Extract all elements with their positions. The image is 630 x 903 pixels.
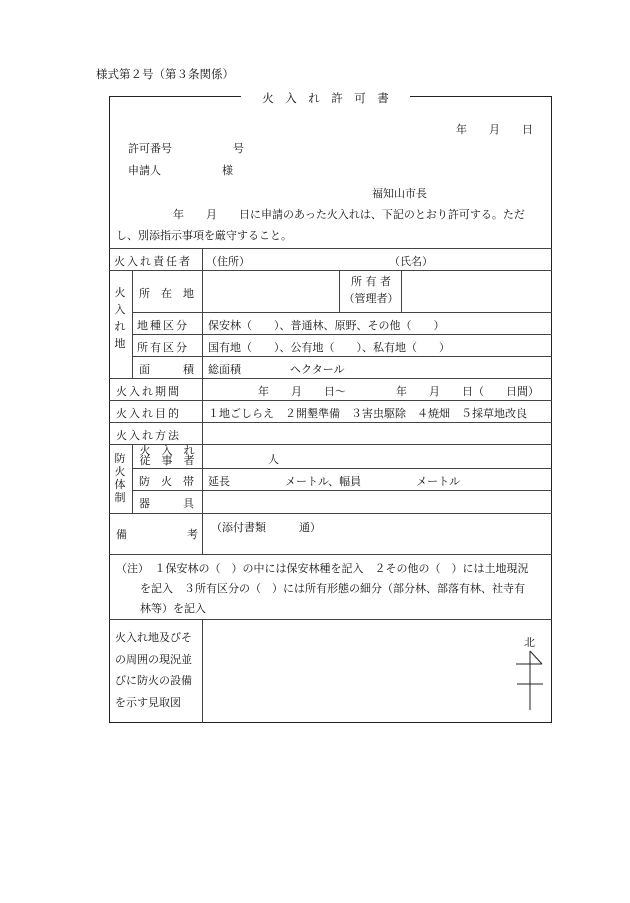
fire-prevention-char: 防: [114, 452, 126, 465]
equipment-label: 器 具: [139, 497, 194, 510]
location-label: 所 在 地: [139, 287, 194, 300]
column-divider: [202, 619, 203, 723]
row-divider: [109, 378, 552, 379]
map-label-line: びに防火の設備: [115, 674, 192, 687]
note-line-3: 林等）を記入: [140, 602, 206, 615]
fire-prevention-group-label: [113, 452, 127, 504]
form-number: 様式第２号（第３条関係）: [96, 67, 234, 81]
note-line-1: （注） １保安林の（ ）の中には保安林種を記入 ２その他の（ ）には土地現況: [116, 562, 529, 575]
remarks-value: （添付書類 通）: [211, 521, 321, 534]
purpose-label: 火入れ目的: [116, 407, 181, 420]
address-label: （住所）: [206, 255, 250, 268]
permit-number-label: 許可番号: [128, 142, 172, 155]
area-label: 面 積: [139, 363, 194, 376]
fire-site-char: 火: [114, 286, 126, 299]
owner-label-line-2: （管理者）: [343, 292, 399, 305]
owner-label: [341, 276, 401, 305]
applicant-label: 申請人: [128, 164, 161, 177]
row-divider: [109, 619, 552, 620]
fire-site-group-label: [113, 284, 127, 352]
workers-label-line-2: 従 事 者: [139, 454, 195, 467]
area-unit: ヘクタール: [290, 363, 345, 376]
workers-unit: 人: [268, 453, 279, 466]
column-divider: [339, 270, 340, 312]
firebreak-value: 延長 メートル、幅員 メートル: [208, 475, 461, 488]
row-divider: [132, 490, 552, 491]
land-class-value: 保安林（ ）、普通林、原野、その他（ ）: [208, 319, 445, 332]
row-divider: [109, 422, 552, 423]
row-divider: [132, 356, 552, 357]
note-line-2: を記入 ３所有区分の（ ）には所有形態の細分（部分林、部落有林、社寺有: [140, 582, 525, 595]
row-divider: [132, 312, 552, 313]
document-title: 火 入 れ 許 可 書: [241, 90, 410, 106]
column-divider: [401, 270, 402, 312]
owner-label-line-1: 所 有 者: [351, 275, 391, 288]
north-label: 北: [524, 636, 535, 649]
fire-prevention-char: 体: [114, 478, 126, 491]
row-divider: [109, 270, 552, 271]
north-arrow-icon: [512, 648, 548, 714]
map-label: [115, 627, 192, 713]
remarks-label-start: 備: [116, 528, 127, 541]
purpose-value: １地ごしらえ ２開墾準備 ３害虫駆除 ４焼畑 ５採草地改良: [208, 407, 527, 420]
row-divider: [132, 468, 552, 469]
ownership-label: 所有区分: [137, 341, 189, 354]
row-divider: [109, 400, 552, 401]
fire-site-char: れ: [114, 320, 126, 333]
period-label: 火入れ期間: [116, 385, 181, 398]
workers-label-line-1: 火 入 れ: [139, 444, 195, 457]
fire-prevention-char: 制: [114, 491, 126, 504]
permit-number-suffix: 号: [233, 142, 244, 155]
body-text-line-1: 年 月 日に申請のあった火入れは、下記のとおり許可する。ただ: [173, 208, 525, 221]
fire-site-char: 入: [114, 303, 126, 316]
remarks-label-end: 考: [187, 528, 198, 541]
map-label-line: 火入れ地及びそ: [115, 631, 192, 644]
workers-label: [134, 446, 200, 466]
responsible-person-label: 火入れ責任者: [114, 255, 192, 268]
row-divider: [109, 513, 552, 514]
period-to: 年 月 日（ 日間）: [396, 385, 539, 398]
name-label: （氏名）: [389, 255, 433, 268]
column-divider: [132, 270, 133, 378]
applicant-suffix: 様: [222, 164, 233, 177]
ownership-value: 国有地（ ）、公有地（ ）、私有地（ ）: [208, 341, 450, 354]
area-prefix: 総面積: [208, 363, 241, 376]
row-divider: [109, 554, 552, 555]
fire-site-char: 地: [114, 337, 126, 350]
row-divider: [132, 334, 552, 335]
date-line: 年 月 日: [456, 123, 533, 136]
fire-prevention-char: 火: [114, 465, 126, 478]
body-text-line-2: し、別添指示事項を厳守すること。: [116, 229, 292, 242]
column-divider: [132, 444, 133, 513]
issuer-name: 福知山市長: [372, 187, 427, 200]
firebreak-label: 防 火 帯: [139, 475, 194, 488]
map-label-line: を示す見取図: [115, 695, 181, 709]
period-from: 年 月 日〜: [258, 385, 346, 398]
land-class-label: 地種区分: [137, 319, 189, 332]
map-label-line: の周囲の現況並: [115, 652, 192, 666]
row-divider: [109, 248, 552, 249]
column-divider: [202, 248, 203, 554]
method-label: 火入れ方法: [116, 429, 181, 442]
